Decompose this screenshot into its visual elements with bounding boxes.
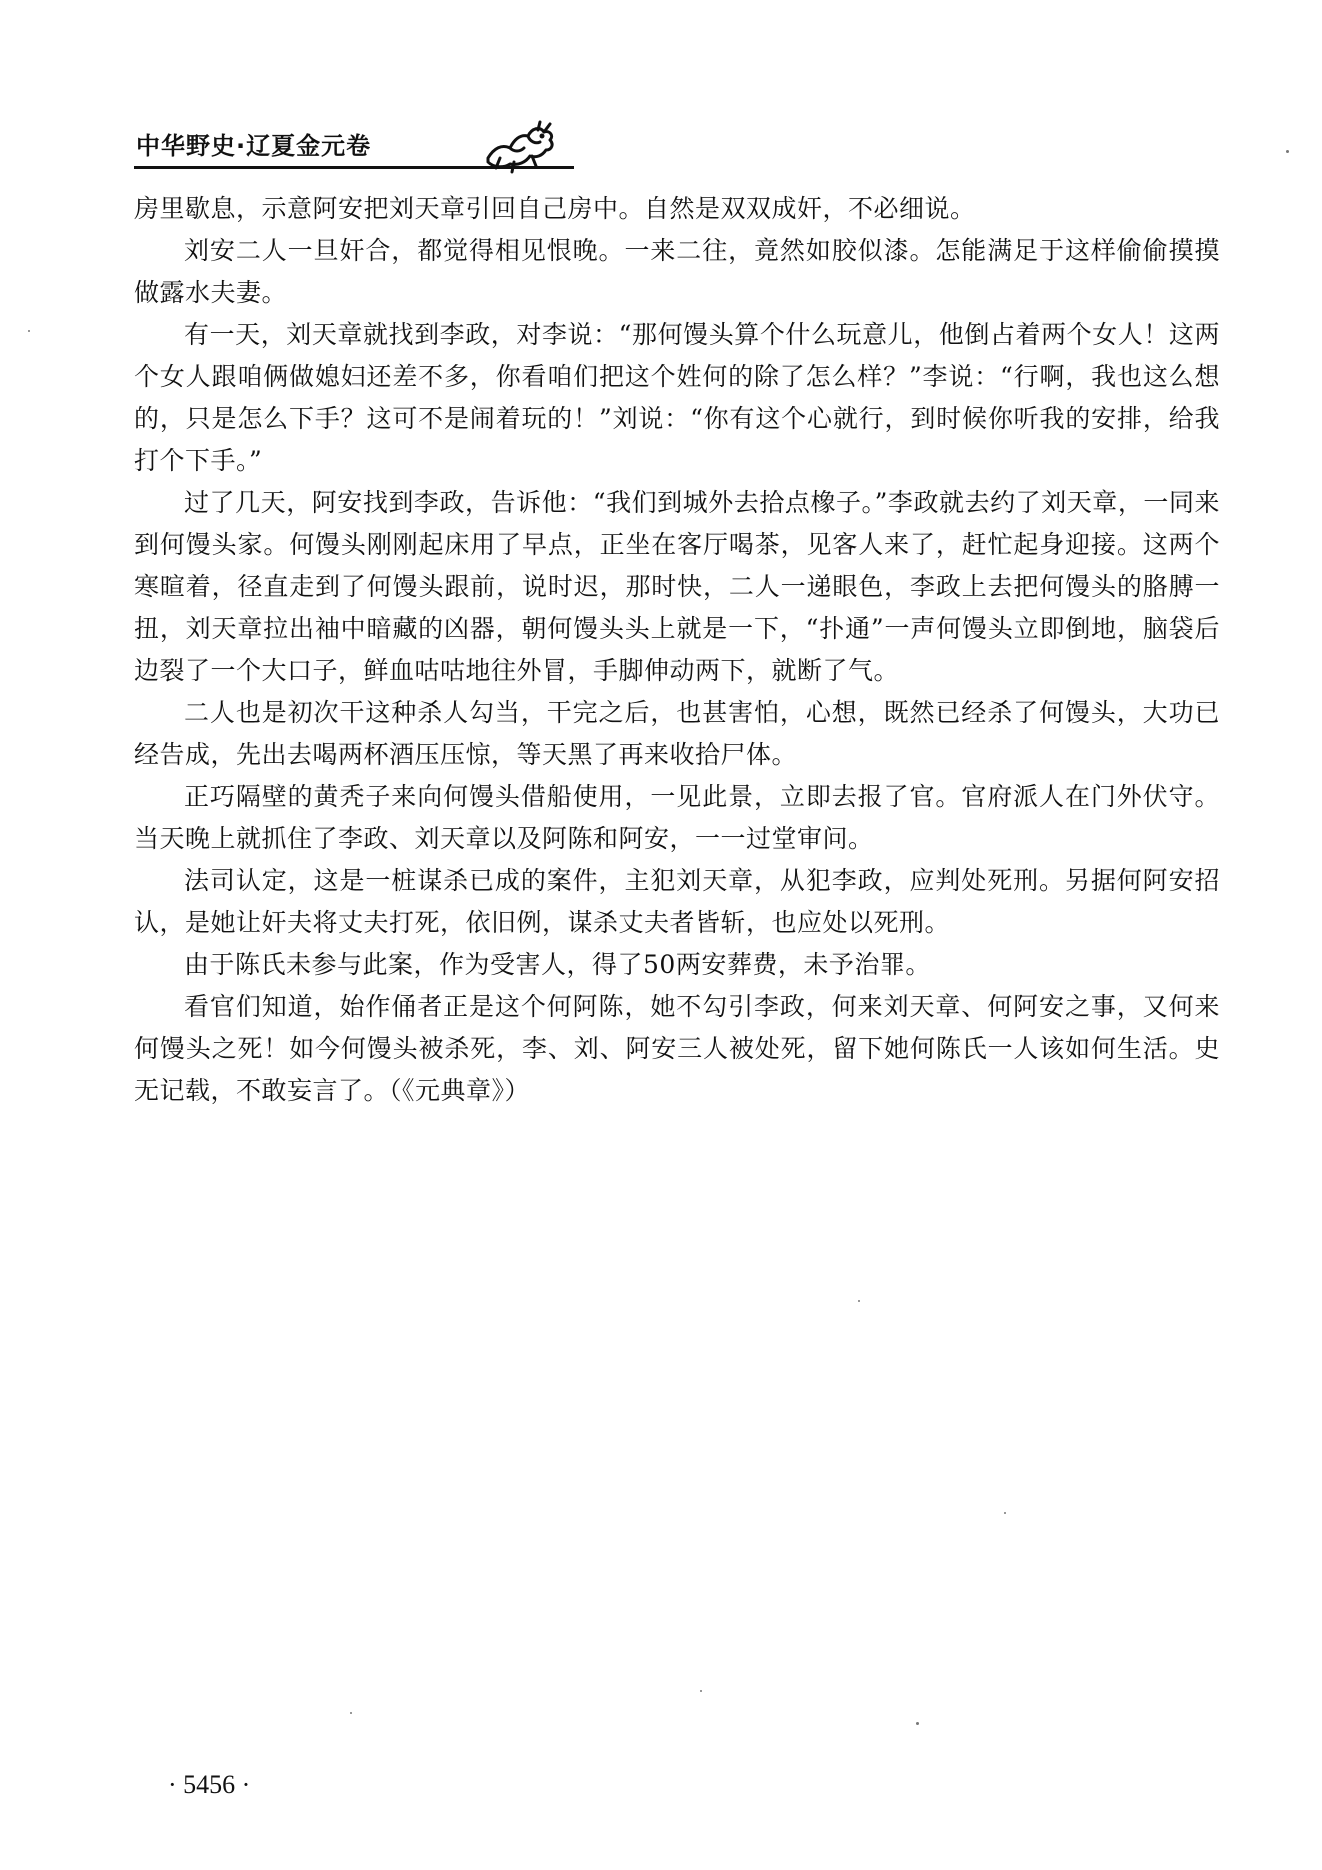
paragraph-9: 看官们知道，始作俑者正是这个何阿陈，她不勾引李政，何来刘天章、何阿安之事，又何来何馒头之死！如今何馒头被杀死，李、刘、阿安三人被处死，留下她何陈氏一人该如何生活。史无记载，不敢妄言了。（《元典章》） bbox=[134, 992, 1220, 1105]
paragraph-7: 法司认定，这是一桩谋杀已成的案件，主犯刘天章，从犯李政，应判处死刑。另据何阿安招认，是她让奸夫将丈夫打死，依旧例，谋杀丈夫者皆斩，也应处以死刑。 bbox=[134, 866, 1220, 937]
paragraph-1: 房里歇息，示意阿安把刘天章引回自己房中。自然是双双成奸，不必细说。 bbox=[134, 194, 976, 223]
scan-speck bbox=[858, 1300, 860, 1302]
body-text bbox=[134, 188, 1220, 1112]
header-rule bbox=[134, 166, 574, 169]
scan-speck bbox=[700, 1690, 702, 1692]
paragraph-6: 正巧隔壁的黄秃子来向何馒头借船使用，一见此景，立即去报了官。官府派人在门外伏守。当天晚上就抓住了李政、刘天章以及阿陈和阿安，一一过堂审问。 bbox=[134, 782, 1220, 853]
paragraph-2: 刘安二人一旦奸合，都觉得相见恨晚。一来二往，竟然如胶似漆。怎能满足于这样偷偷摸摸做露水夫妻。 bbox=[134, 236, 1220, 307]
scan-speck bbox=[350, 1712, 352, 1714]
paragraph-8: 由于陈氏未参与此案，作为受害人，得了50两安葬费，未予治罪。 bbox=[184, 950, 931, 979]
scan-speck bbox=[1286, 150, 1289, 153]
scan-speck bbox=[916, 1722, 919, 1725]
running-head-title: 中华野史·辽夏金元卷 bbox=[136, 132, 372, 160]
paragraph-3: 有一天，刘天章就找到李政，对李说：“那何馒头算个什么玩意儿，他倒占着两个女人！这两个女人跟咱俩做媳妇还差不多，你看咱们把这个姓何的除了怎么样？”李说：“行啊，我也这么想的，只是怎么下手？这可不是闹着玩的！”刘说：“你有这个心就行，到时候你听我的安排，给我打个下手。” bbox=[134, 320, 1220, 475]
page-number: · 5456 · bbox=[168, 1770, 251, 1799]
paragraph-4: 过了几天，阿安找到李政，告诉他：“我们到城外去拾点橡子。”李政就去约了刘天章，一同来到何馒头家。何馒头刚刚起床用了早点，正坐在客厅喝茶，见客人来了，赶忙起身迎接。这两个寒暄着，径直走到了何馒头跟前，说时迟，那时快，二人一递眼色，李政上去把何馒头的胳膊一扭，刘天章拉出袖中暗藏的凶器，朝何馒头头上就是一下，“扑通”一声何馒头立即倒地，脑袋后边裂了一个大口子，鲜血咕咕地往外冒，手脚伸动两下，就断了气。 bbox=[134, 488, 1220, 685]
scan-speck bbox=[1004, 1512, 1006, 1514]
scan-speck bbox=[28, 330, 30, 332]
paragraph-5: 二人也是初次干这种杀人勾当，干完之后，也甚害怕，心想，既然已经杀了何馒头，大功已经告成，先出去喝两杯酒压压惊，等天黑了再来收拾尸体。 bbox=[134, 698, 1220, 769]
